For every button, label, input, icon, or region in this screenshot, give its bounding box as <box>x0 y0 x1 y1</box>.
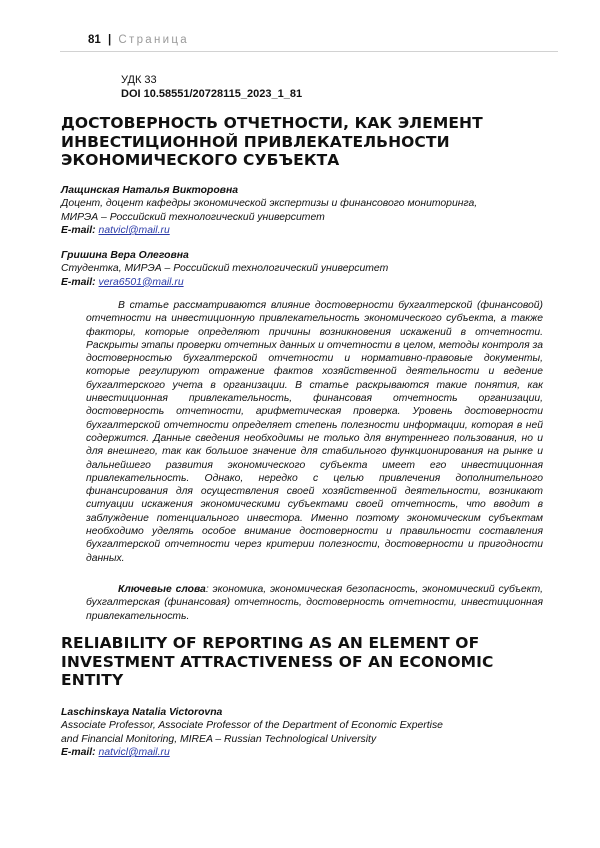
author-affiliation: Associate Professor, Associate Professor of the Department of Economic Expertise <box>61 720 443 732</box>
abstract <box>86 299 543 565</box>
author-affiliation: Студентка, МИРЭА – Российский технологический университет <box>61 263 389 275</box>
abstract-text: В статье рассматриваются влияние достоверности бухгалтерской (финансовой) отчетности на инвестиционную привлекательность экономического субъекта, а также факторы, которые определяют причины возникновения искажений в отчетности. Раскрыты этапы проверки отчетных данных и отчетности в целом, методы контроля за достоверностью бухгалтерской отчетности и нормативно-правовые документы, которые регулируют отражение фактов хозяйственной деятельности и ведение бухгалтерского учета в организации. В статье раскрываются такие понятия, как инвестиционная привлекательность, финансовая отчетность организации, достоверность отчетности, арифметическая проверка. Уровень достоверности бухгалтерской отчетности определяет степень полезности информации, которая в ней содержится. Данные сведения необходимы не только для внутреннего пользования, но и для внешнего, так как большое значение для стабильного функционирования на рынке и дальнейшего развития экономического субъекта имеет его инвестиционная привлекательность. Однако, нередко с целью привлечения дополнительного финансирования для осуществления своей хозяйственной деятельности, возникают ситуации искажения экономическими субъектами своей отчетность, что вводит в заблуждение потенциального инвестора. Именно поэтому экономическим субъектам необходимо уделять особое внимание достоверности и правильности составления бухгалтерской отчетности через критерии полезности, достоверности и пригодности данных. <box>86 300 543 564</box>
email-label: E-mail: <box>61 276 96 288</box>
author-block <box>61 184 551 237</box>
author-email-row <box>61 276 551 289</box>
author-affiliation: and Financial Monitoring, MIREA – Russian Technological University <box>61 733 377 745</box>
header-separator: | <box>108 34 112 46</box>
keywords-label: Ключевые слова <box>118 584 206 595</box>
header-rule <box>60 51 558 52</box>
author-affiliation: МИРЭА – Российский технологический университет <box>61 211 325 223</box>
author-name: Гришина Вера Олеговна <box>61 250 189 261</box>
email-link[interactable]: vera6501@mail.ru <box>98 276 184 288</box>
email-link[interactable]: natvicl@mail.ru <box>98 746 170 758</box>
author-affiliation: Доцент, доцент кафедры экономической экспертизы и финансового мониторинга, <box>61 198 478 210</box>
email-label: E-mail: <box>61 746 96 758</box>
author-name: Лащинская Наталья Викторовна <box>61 185 238 196</box>
page-number: 81 <box>88 34 101 46</box>
udk-code: УДК 33 <box>121 74 157 86</box>
article-title-en: RELIABILITY OF REPORTING AS AN ELEMENT OF INVESTMENT ATTRACTIVENESS OF AN ECONOMIC ENTITY <box>61 634 494 689</box>
author-block <box>61 706 551 759</box>
doi-code: DOI 10.58551/20728115_2023_1_81 <box>121 88 303 100</box>
email-label: E-mail: <box>61 224 96 236</box>
author-email-row <box>61 746 551 759</box>
author-name: Laschinskaya Natalia Victorovna <box>61 707 223 718</box>
keywords <box>86 583 543 623</box>
keywords-text: : экономика, экономическая безопасность, экономический субъект, бухгалтерская (финансовая) отчетность, достоверность отчетности, инвестиционная привлекательность. <box>86 584 543 622</box>
author-email-row <box>61 224 551 237</box>
author-block <box>61 249 551 289</box>
article-title-ru: ДОСТОВЕРНОСТЬ ОТЧЕТНОСТИ, КАК ЭЛЕМЕНТ ИНВЕСТИЦИОННОЙ ПРИВЛЕКАТЕЛЬНОСТИ ЭКОНОМИЧЕСКОГО СУБЪЕКТА <box>61 114 483 169</box>
header-page-word: Страница <box>118 34 189 46</box>
email-link[interactable]: natvicl@mail.ru <box>98 224 170 236</box>
running-header <box>88 34 558 52</box>
